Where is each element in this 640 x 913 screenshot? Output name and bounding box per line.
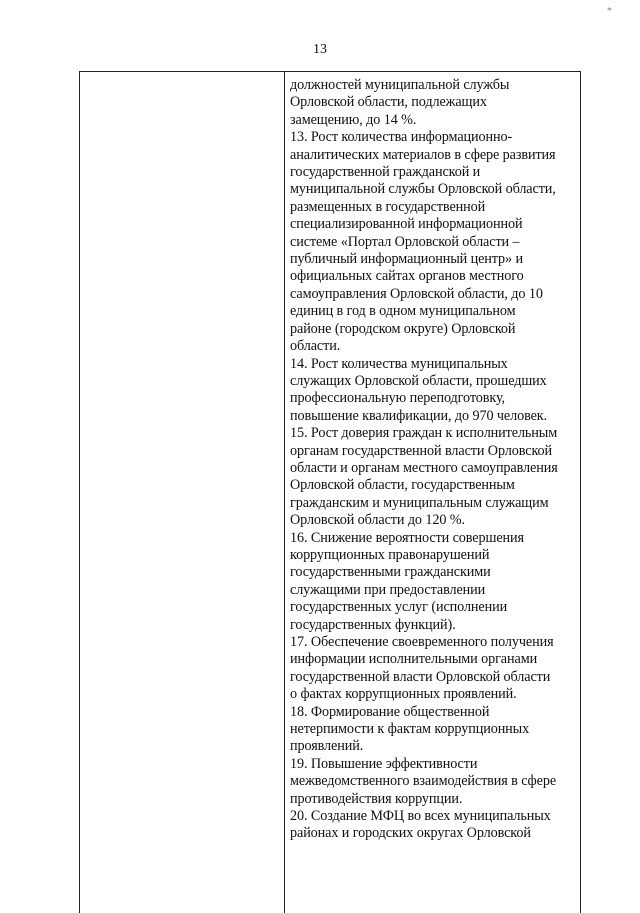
- text-line: о фактах коррупционных проявлений.: [290, 686, 517, 703]
- text-line: Орловской области, подлежащих: [290, 94, 487, 111]
- text-line: специализированной информационной: [290, 216, 523, 233]
- text-line: межведомственного взаимодействия в сфере: [290, 773, 557, 790]
- text-line: служащих Орловской области, прошедших: [290, 372, 547, 389]
- text-line: самоуправления Орловской области, до 10: [290, 285, 543, 302]
- table-left-cell: [80, 72, 285, 913]
- text-line: районах и городских округах Орловской: [290, 825, 531, 842]
- text-line: государственной гражданской и: [290, 164, 481, 181]
- text-line: государственных услуг (исполнении: [290, 599, 508, 616]
- text-line: органам государственной власти Орловской: [290, 442, 553, 459]
- text-line: 13. Рост количества информационно-: [290, 129, 513, 146]
- text-line: повышение квалификации, до 970 человек.: [290, 407, 548, 424]
- text-line: области и органам местного самоуправления: [290, 459, 558, 476]
- text-line: Орловской области до 120 %.: [290, 512, 465, 529]
- text-line: публичный информационный центр» и: [290, 251, 523, 268]
- text-line: муниципальной службы Орловской области,: [290, 181, 556, 198]
- text-line: системе «Портал Орловской области –: [290, 233, 520, 250]
- text-line: замещению, до 14 %.: [290, 111, 417, 128]
- table-right-cell: [290, 77, 578, 843]
- text-line: противодействия коррупции.: [290, 790, 463, 807]
- document-table: [79, 71, 581, 913]
- text-line: Орловской области, государственным: [290, 477, 515, 494]
- text-line: проявлений.: [290, 738, 364, 755]
- text-line: государственной власти Орловской области: [290, 668, 551, 685]
- text-line: государственных функций).: [290, 616, 456, 633]
- text-line: нетерпимости к фактам коррупционных: [290, 721, 530, 738]
- text-line: размещенных в государственной: [290, 198, 486, 215]
- text-line: профессиональную переподготовку,: [290, 390, 505, 407]
- text-line: 19. Повышение эффективности: [290, 755, 478, 772]
- text-line: 16. Снижение вероятности совершения: [290, 529, 524, 546]
- text-line: аналитических материалов в сфере развития: [290, 146, 556, 163]
- scan-mark: *: [607, 6, 612, 17]
- text-line: единиц в год в одном муниципальном: [290, 303, 516, 320]
- text-line: официальных сайтах органов местного: [290, 268, 524, 285]
- text-line: 18. Формирование общественной: [290, 703, 490, 720]
- text-line: коррупционных правонарушений: [290, 546, 490, 563]
- text-line: гражданским и муниципальным служащим: [290, 494, 549, 511]
- text-line: государственными гражданскими: [290, 564, 491, 581]
- text-line: информации исполнительными органами: [290, 651, 538, 668]
- text-line: 20. Создание МФЦ во всех муниципальных: [290, 808, 551, 825]
- page-number: 13: [313, 42, 327, 57]
- text-line: должностей муниципальной службы: [290, 77, 510, 93]
- text-line: 17. Обеспечение своевременного получения: [290, 634, 554, 650]
- text-line: 14. Рост количества муниципальных: [290, 355, 508, 372]
- text-line: 15. Рост доверия граждан к исполнительным: [290, 425, 558, 442]
- text-line: служащими при предоставлении: [290, 581, 486, 598]
- text-line: области.: [290, 338, 341, 355]
- text-line: районе (городском округе) Орловской: [290, 320, 516, 337]
